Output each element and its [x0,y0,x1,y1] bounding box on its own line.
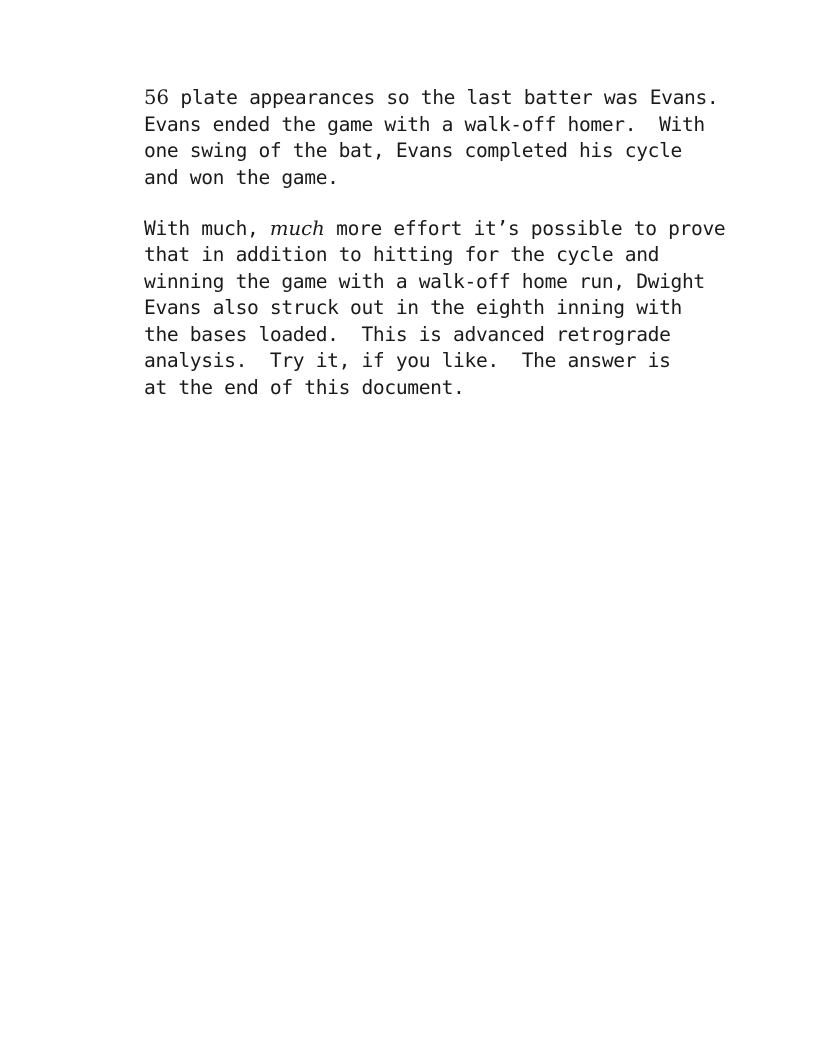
text-line: Evans also struck out in the eighth inning with [144,296,682,319]
document-body [144,85,744,401]
text-line: Evans ended the game with a walk-off homer. With [144,112,705,136]
text-run: plate appearances so the last batter was Evans. [168,86,719,109]
text-line: analysis. Try it, if you like. The answer is [144,349,671,372]
text-line: winning the game with a walk-off home run, Dwight [144,269,705,293]
text-line: and won the game. [144,165,339,189]
text-line [144,85,744,112]
paragraph-1 [144,85,744,191]
text-line: one swing of the bat, Evans completed his cycle [144,139,682,162]
text-line: that in addition to hitting for the cycle and [144,243,660,266]
text-line [144,216,744,243]
text-run: With much, [144,216,270,240]
text-line: at the end of this document. [144,375,465,399]
emphasized-word: much [269,216,325,240]
text-line: the bases loaded. This is advanced retrograde [144,322,671,346]
plate-appearances-number: 56 [144,86,169,109]
text-run: more effort it’s possible to prove [324,216,726,240]
paragraph-2 [144,216,744,402]
